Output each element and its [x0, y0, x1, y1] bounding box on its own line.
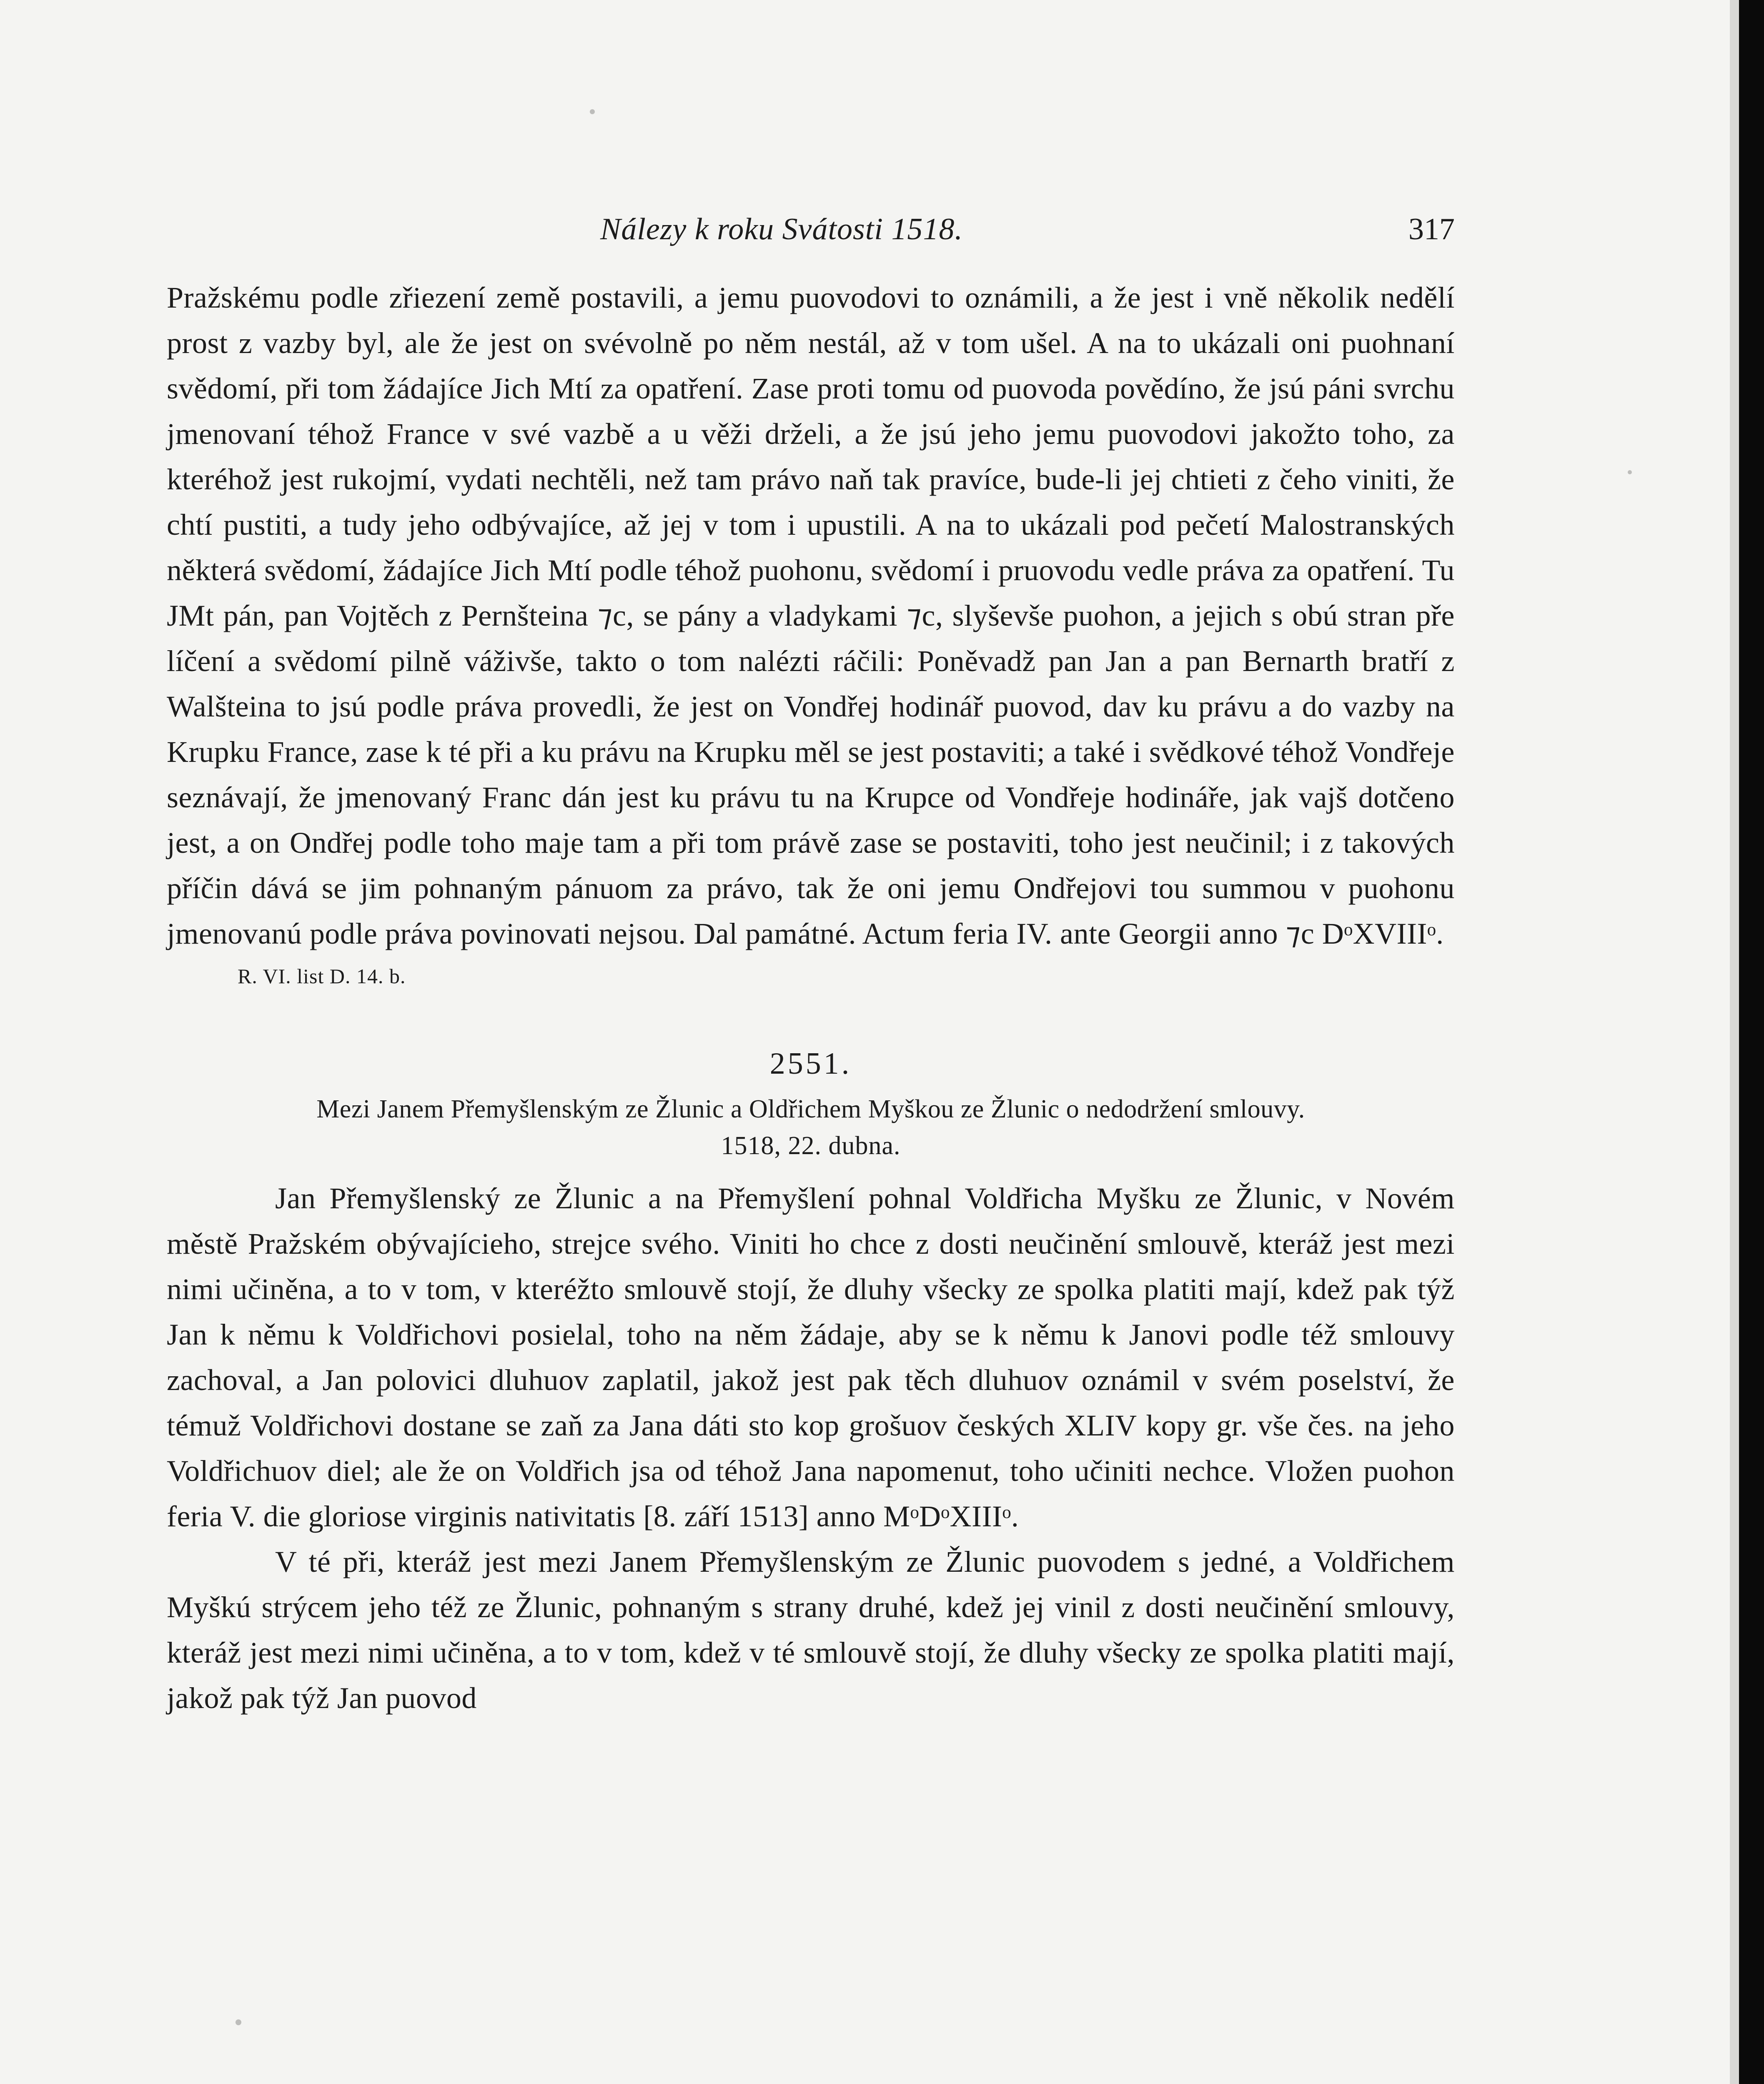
- continued-paragraph: Pražskému podle zřiezení země postavili, a jemu puovodovi to oznámili, a že jest i vně několik nedělí prost z vazby byl, ale že jest on svévolně po něm nestál, až v tom ušel. A na to ukázali oni puohnaní svědomí, při tom žádajíce Jich Mtí za opatření. Zase proti tomu od puovoda povědíno, že jsú páni svrchu jmenovaní téhož France v své vazbě a u věži drželi, a že jsú jeho jemu puovodovi jakožto toho, za kteréhož jest rukojmí, vydati nechtěli, než tam právo naň tak pravíce, bude-li jej chtieti z čeho viniti, že chtí pustiti, a tudy jeho odbývajíce, až jej v tom i upustili. A na to ukázali pod pečetí Malostranských některá svědomí, žádajíce Jich Mtí podle téhož puohonu, svědomí i pruovodu vedle práva za opatření. Tu JMt pán, pan Vojtěch z Pernšteina ⁊c, se pány a vladykami ⁊c, slyševše puohon, a jejich s obú stran pře líčení a svědomí pilně váživše, takto o tom nalézti ráčili: Poněvadž pan Jan a pan Bernarth bratří z Walšteina to jsú podle práva provedli, že jest on Vondřej hodinář puovod, dav ku právu a do vazby na Krupku France, zase k té při a ku právu na Krupku měl se jest postaviti; a také i svědkové téhož Vondřeje seznávají, že jmenovaný Franc dán jest ku právu tu na Krupce od Vondřeje hodináře, jak vajš dotčeno jest, a on Ondřej podle toho maje tam a při tom právě zase se postaviti, toho jest neučinil; i z takových příčin dává se jim pohnaným pánuom za právo, tak že oni jemu Ondřejovi tou summou v puohonu jmenovanú podle práva povinovati nejsou. Dal památné. Actum feria IV. ante Georgii anno ⁊c DᵒXVIIIᵒ.: [167, 281, 1455, 950]
- page-content: [167, 196, 1455, 1721]
- scan-speck: [236, 2019, 241, 2025]
- document-date: 1518, 22. dubna.: [721, 1132, 901, 1160]
- document-paragraph: V té při, kteráž jest mezi Janem Přemyšlenským ze Žlunic puovodem s jedné, a Voldřichem Myškú strýcem jeho též ze Žlunic, pohnaným s strany druhé, kdež jej vinil z dosti neučinění smlouvy, kteráž jest mezi nimi učiněna, a to v tom, kdež v té smlouvě stojí, že dluhy všecky ze spolka platiti mají, jakož pak týž Jan puovod: [167, 1545, 1455, 1715]
- scan-speck: [1628, 470, 1632, 474]
- running-head: [167, 196, 1455, 246]
- document-paragraph: Jan Přemyšlenský ze Žlunic a na Přemyšlení pohnal Voldřicha Myšku ze Žlunic, v Novém městě Pražském obývajícieho, strejce svého. Viniti ho chce z dosti neučinění smlouvě, kteráž jest mezi nimi učiněna, a to v tom, v kteréžto smlouvě stojí, že dluhy všecky ze spolka platiti mají, kdež pak týž Jan k němu k Voldřichovi posielal, toho na něm žádaje, aby se k němu k Janovi podle též smlouvy zachoval, a Jan polovici dluhuov zaplatil, jakož jest pak těch dluhuov oznámil v svém poselství, že témuž Voldřichovi dostane se zaň za Jana dáti sto kop grošuov českých XLIV kopy gr. vše čes. na jeho Voldřichuov diel; ale že on Voldřich jsa od téhož Jana napomenut, toho učiniti nechce. Vložen puohon feria V. die gloriose virginis nativitatis [8. září 1513] anno MᵒDᵒXIIIᵒ.: [167, 1182, 1455, 1533]
- page-edge-shadow: [1730, 0, 1739, 2084]
- document-number: 2551.: [769, 1047, 852, 1081]
- page-number: 317: [1408, 212, 1455, 246]
- document-rubric: Mezi Janem Přemyšlenským ze Žlunic a Oldřichem Myškou ze Žlunic o nedodržení smlouvy.: [316, 1095, 1305, 1123]
- source-note: R. VI. list D. 14. b.: [238, 964, 406, 988]
- scan-speck: [590, 109, 595, 114]
- scan-border: [1739, 0, 1764, 2084]
- running-head-title: Nálezy k roku Svátosti 1518.: [600, 212, 963, 246]
